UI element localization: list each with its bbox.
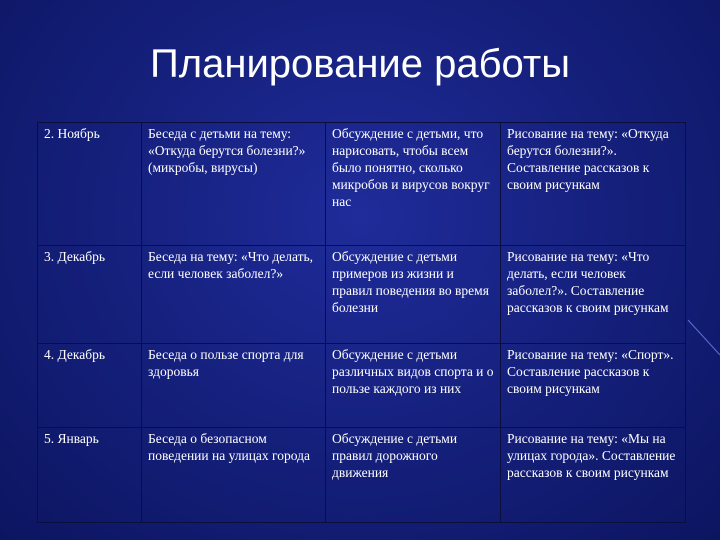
work-plan-table xyxy=(37,122,686,523)
drawing-cell: Рисование на тему: «Откуда берутся болезни?». Составление рассказов к своим рисункам xyxy=(501,123,686,246)
discussion-cell: Обсуждение с детьми, что нарисовать, чтобы всем было понятно, сколько микробов и вирусов вокруг нас xyxy=(326,123,501,246)
discussion-cell: Обсуждение с детьми правил дорожного движения xyxy=(326,428,501,523)
table-row xyxy=(38,123,686,246)
drawing-cell: Рисование на тему: «Спорт». Составление рассказов к своим рисункам xyxy=(501,344,686,428)
table-row xyxy=(38,246,686,344)
talk-cell: Беседа на тему: «Что делать, если человек заболел?» xyxy=(142,246,326,344)
talk-cell: Беседа с детьми на тему: «Откуда берутся болезни?» (микробы, вирусы) xyxy=(142,123,326,246)
slide-title: Планирование работы xyxy=(150,42,570,86)
discussion-cell: Обсуждение с детьми примеров из жизни и правил поведения во время болезни xyxy=(326,246,501,344)
discussion-cell: Обсуждение с детьми различных видов спорта и о пользе каждого из них xyxy=(326,344,501,428)
decorative-line xyxy=(680,300,720,380)
talk-cell: Беседа о безопасном поведении на улицах города xyxy=(142,428,326,523)
month-cell: 2. Ноябрь xyxy=(38,123,142,246)
table-row xyxy=(38,428,686,523)
month-cell: 4. Декабрь xyxy=(38,344,142,428)
talk-cell: Беседа о пользе спорта для здоровья xyxy=(142,344,326,428)
month-cell: 5. Январь xyxy=(38,428,142,523)
drawing-cell: Рисование на тему: «Мы на улицах города». Составление рассказов к своим рисункам xyxy=(501,428,686,523)
month-cell: 3. Декабрь xyxy=(38,246,142,344)
drawing-cell: Рисование на тему: «Что делать, если человек заболел?». Составление рассказов к своим рисункам xyxy=(501,246,686,344)
table-row xyxy=(38,344,686,428)
